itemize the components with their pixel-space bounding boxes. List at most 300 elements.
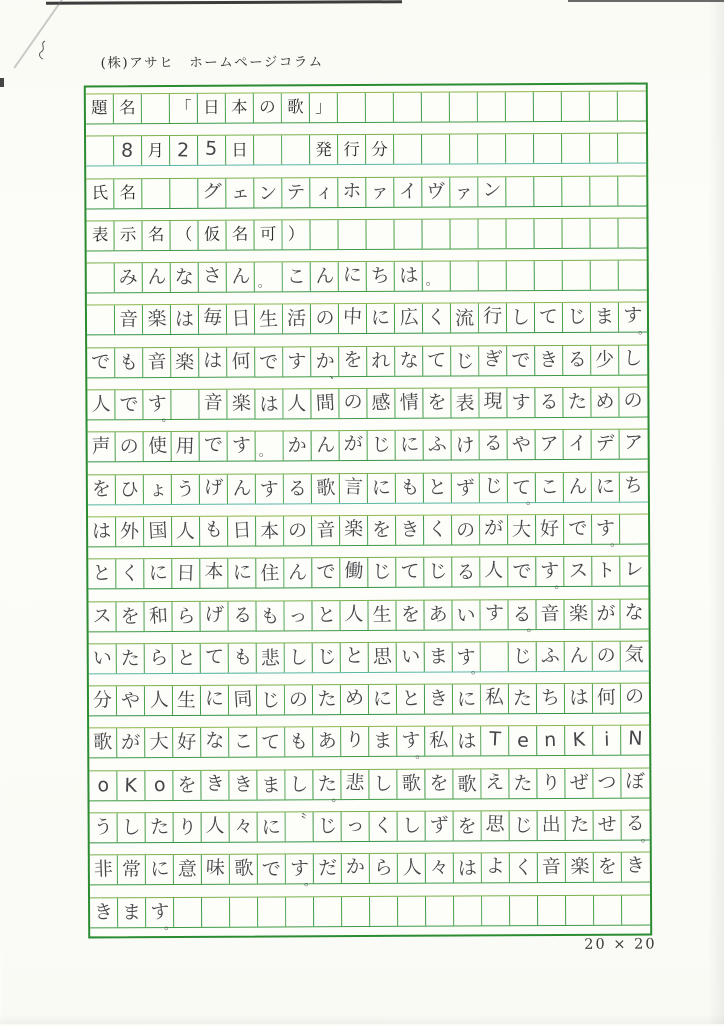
grid-cell: [118, 855, 146, 884]
handwritten-character: き: [399, 518, 421, 542]
handwritten-character: じ: [427, 560, 448, 584]
grid-cell: [370, 896, 398, 925]
handwritten-character: く: [513, 856, 534, 880]
grid-cell: [537, 726, 565, 755]
grid-cell: [424, 558, 452, 587]
handwritten-character: 言: [343, 475, 364, 499]
grid-cell: [591, 345, 619, 374]
grid-cell: [478, 219, 506, 248]
grid-cell: [594, 853, 622, 882]
handwritten-character: 。: [425, 273, 439, 289]
handwritten-character: く: [426, 306, 447, 330]
handwritten-character: 歌: [456, 772, 477, 796]
grid-cell: [534, 134, 562, 163]
grid-cell: [367, 304, 395, 333]
handwritten-character: う: [93, 816, 113, 839]
handwritten-character: 働: [343, 559, 364, 583]
handwritten-character: を: [371, 518, 392, 542]
handwritten-character: き: [538, 348, 559, 372]
handwritten-character: ン: [257, 181, 278, 205]
handwritten-character: を: [342, 348, 363, 372]
grid-cell: [229, 686, 257, 715]
handwritten-character: い: [400, 645, 421, 669]
handwritten-character: 生: [258, 308, 279, 332]
handwritten-character: 感: [371, 391, 391, 415]
grid-cell: [174, 813, 202, 842]
handwritten-character: ま: [428, 645, 449, 668]
handwritten-character: で: [261, 858, 282, 882]
handwritten-character: 々: [429, 856, 450, 880]
grid-cell: [565, 726, 593, 755]
grid-cell: [450, 135, 478, 164]
handwritten-character: と: [316, 603, 337, 627]
handwritten-character: を: [597, 855, 618, 879]
grid-cell: [200, 474, 228, 503]
grid-cell: [453, 769, 481, 798]
handwritten-character: ま: [372, 730, 393, 753]
handwritten-character: が: [343, 432, 364, 456]
grid-cell: [90, 898, 118, 927]
grid-cell: [286, 855, 316, 889]
handwritten-character: 常: [121, 858, 142, 882]
handwritten-character: を: [457, 815, 478, 838]
grid-cell: [201, 686, 229, 715]
grid-cell: [285, 685, 313, 714]
handwritten-character: じ: [371, 433, 391, 457]
handwritten-character: 人: [205, 814, 226, 838]
grid-cell: [310, 93, 338, 122]
manuscript-row: [90, 852, 650, 889]
grid-cell: [425, 685, 453, 714]
grid-cell: [506, 92, 534, 121]
grid-cell: [258, 855, 286, 884]
handwritten-character: り: [541, 771, 561, 795]
handwritten-character: ん: [315, 434, 336, 458]
grid-cell: [396, 516, 424, 545]
handwritten-character: こ: [286, 265, 307, 289]
grid-cell: [368, 600, 396, 629]
grid-cell: [482, 811, 510, 840]
grid-cell: [454, 896, 482, 925]
handwritten-character: イ: [398, 179, 419, 203]
grid-cell: [594, 811, 622, 840]
handwritten-character: に: [232, 561, 253, 585]
grid-cell: [426, 896, 454, 925]
grid-cell: [174, 855, 202, 884]
grid-cell: [538, 853, 566, 882]
handwritten-character: す: [623, 304, 644, 328]
grid-cell: [481, 684, 509, 713]
grid-cell: [562, 219, 590, 248]
handwritten-character: の: [623, 389, 644, 413]
punctuation-mark: 。: [303, 874, 316, 889]
handwritten-character: る: [625, 812, 646, 836]
grid-cell: [590, 134, 618, 163]
handwritten-character: し: [401, 814, 422, 838]
grid-cell: [537, 769, 565, 798]
handwritten-character: る: [512, 602, 532, 626]
grid-cell: [395, 262, 423, 291]
punctuation-mark: 。: [470, 662, 483, 677]
printed-character: 名: [231, 224, 249, 244]
handwritten-character: ち: [623, 473, 644, 497]
grid-cell: [283, 389, 311, 418]
printed-character: 「: [175, 98, 192, 118]
handwritten-character: を: [429, 772, 449, 795]
handwritten-character: し: [623, 346, 644, 370]
grid-cell: [284, 432, 312, 461]
grid-cell: [593, 684, 621, 713]
grid-cell: [592, 472, 620, 501]
handwritten-character: i: [603, 729, 610, 752]
grid-cell: [424, 515, 452, 544]
handwritten-character: い: [456, 603, 476, 627]
handwritten-character: が: [483, 516, 504, 540]
grid-size-note: 20 × 20: [584, 936, 657, 953]
grid-cell: [144, 517, 172, 546]
grid-cell: [170, 94, 198, 123]
grid-cell: [171, 390, 199, 419]
grid-cell: [256, 601, 284, 630]
grid-cell: [340, 516, 368, 545]
handwritten-character: ス: [92, 604, 112, 628]
grid-cell: [312, 474, 340, 503]
grid-cell: [142, 136, 170, 165]
handwritten-character: す: [595, 517, 616, 540]
handwritten-character: あ: [317, 730, 338, 754]
grid-cell: [482, 854, 510, 883]
handwritten-character: ん: [567, 474, 588, 499]
manuscript-row: [90, 894, 650, 932]
grid-cell: [509, 684, 537, 713]
grid-cell: [453, 727, 481, 756]
handwritten-character: で: [258, 350, 279, 374]
grid-cell: [480, 431, 508, 460]
grid-cell: [87, 348, 115, 377]
handwritten-character: 人: [483, 559, 504, 583]
handwritten-character: 間: [315, 391, 336, 415]
grid-cell: [594, 895, 622, 924]
handwritten-character: 使: [147, 434, 168, 458]
grid-cell: [510, 853, 538, 882]
grid-cell: [564, 472, 592, 501]
grid-cell: [622, 895, 650, 924]
printed-character: 名: [119, 98, 136, 118]
handwritten-character: を: [427, 391, 447, 414]
grid-cell: [368, 558, 396, 587]
handwritten-character: い: [92, 646, 113, 670]
manuscript-row: [90, 810, 653, 845]
handwritten-character: 声: [91, 435, 111, 459]
grid-cell: [509, 727, 537, 756]
handwritten-character: の: [342, 390, 364, 414]
handwritten-character: ら: [176, 604, 196, 628]
grid-cell: [88, 560, 116, 589]
grid-cell: [370, 812, 398, 841]
grid-cell: [228, 517, 256, 546]
handwritten-character: も: [260, 604, 280, 628]
grid-cell: [144, 475, 172, 504]
grid-cell: [453, 642, 483, 677]
handwritten-character: 生: [372, 603, 392, 626]
handwritten-character: け: [455, 434, 476, 458]
handwritten-character: 好: [539, 517, 560, 541]
grid-cell: [452, 515, 480, 544]
grid-cell: [591, 388, 619, 417]
handwritten-character: た: [569, 813, 590, 837]
grid-cell: [534, 92, 562, 121]
grid-cell: [562, 92, 590, 121]
handwritten-character: を: [120, 605, 140, 628]
grid-cell: [480, 558, 508, 587]
handwritten-character: 音: [202, 391, 224, 415]
handwritten-character: 私: [428, 729, 449, 753]
grid-cell: [534, 219, 562, 248]
grid-cell: [229, 770, 257, 799]
handwritten-character: も: [118, 351, 139, 374]
handwritten-character: す: [289, 857, 310, 881]
grid-cell: [422, 93, 450, 122]
printed-character: 名: [119, 183, 137, 203]
manuscript-grid: [84, 82, 652, 938]
grid-cell: [255, 389, 283, 418]
grid-cell: [395, 304, 423, 333]
grid-cell: [143, 348, 171, 377]
handwritten-character: げ: [204, 602, 225, 626]
handwritten-character: ま: [594, 305, 615, 329]
grid-cell: [478, 177, 506, 206]
grid-cell: [118, 813, 146, 842]
grid-cell: [145, 644, 173, 673]
grid-cell: [565, 642, 593, 671]
handwritten-character: 広: [398, 306, 420, 330]
grid-cell: [480, 515, 508, 544]
handwritten-character: 行: [482, 305, 503, 329]
handwritten-character: 人: [148, 688, 170, 712]
grid-cell: [621, 684, 649, 713]
grid-cell: [563, 388, 591, 417]
handwritten-character: 音: [315, 518, 337, 542]
grid-cell: [370, 854, 398, 883]
handwritten-character: て: [426, 349, 447, 372]
punctuation-mark: 。: [331, 789, 344, 804]
grid-cell: [538, 811, 566, 840]
punctuation-mark: 。: [415, 747, 428, 762]
grid-cell: [535, 261, 563, 290]
handwritten-character: 悲: [260, 646, 281, 670]
grid-cell: [423, 346, 451, 375]
grid-cell: [89, 729, 117, 758]
grid-cell: [619, 388, 647, 417]
grid-cell: [114, 94, 142, 123]
handwritten-character: ぜ: [569, 771, 590, 795]
grid-cell: [314, 812, 342, 841]
grid-cell: [396, 558, 424, 587]
grid-cell: [142, 221, 170, 250]
grid-cell: [202, 855, 230, 884]
handwritten-character: じ: [316, 645, 337, 669]
grid-cell: [536, 430, 564, 459]
printed-character: 可: [259, 224, 277, 244]
grid-cell: [619, 261, 647, 290]
grid-cell: [563, 261, 591, 290]
grid-cell: [313, 770, 344, 804]
handwritten-character: み: [118, 266, 139, 290]
grid-cell: [394, 220, 422, 249]
grid-cell: [425, 727, 453, 756]
handwritten-character: ん: [314, 264, 335, 288]
grid-cell: [342, 812, 370, 841]
grid-cell: [450, 219, 478, 248]
handwritten-character: e: [516, 729, 529, 753]
grid-cell: [229, 728, 257, 757]
handwritten-character: り: [344, 729, 365, 752]
handwritten-character: 楽: [231, 392, 252, 416]
grid-cell: [87, 263, 115, 292]
grid-cell: [282, 93, 310, 122]
grid-cell: [339, 347, 367, 376]
handwritten-character: n: [544, 729, 558, 752]
grid-cell: [478, 92, 506, 121]
handwritten-character: ょ: [147, 477, 168, 501]
grid-cell: [115, 348, 143, 377]
handwritten-character: か: [287, 434, 307, 458]
handwritten-character: の: [119, 435, 139, 459]
manuscript-row: [86, 175, 646, 209]
grid-cell: [396, 473, 424, 502]
handwritten-character: し: [121, 816, 141, 840]
grid-cell: [368, 516, 396, 545]
grid-cell: [199, 263, 227, 292]
grid-cell: [479, 346, 507, 375]
grid-cell: [256, 432, 284, 461]
grid-cell: [284, 474, 312, 503]
handwritten-character: 用: [175, 435, 195, 459]
grid-cell: [313, 728, 341, 757]
handwritten-character: ぼ: [625, 769, 646, 793]
manuscript-row: [86, 217, 646, 251]
handwritten-character: め: [344, 686, 365, 710]
handwritten-character: て: [400, 560, 421, 584]
grid-cell: [145, 771, 173, 800]
grid-cell: [89, 686, 117, 715]
grid-cell: [425, 642, 453, 671]
handwritten-character: 楽: [568, 601, 589, 625]
manuscript-row: [87, 302, 651, 338]
grid-cell: [452, 431, 480, 460]
handwritten-character: す: [231, 434, 252, 458]
grid-cell: [621, 641, 649, 670]
manuscript-row: [89, 683, 649, 717]
handwritten-character: じ: [513, 814, 533, 837]
grid-cell: [369, 770, 397, 799]
handwritten-character: は: [259, 393, 279, 416]
grid-cell: [311, 262, 339, 291]
grid-cell: [368, 473, 396, 502]
grid-cell: [255, 305, 283, 334]
grid-cell: [254, 178, 282, 207]
handwritten-character: く: [373, 814, 393, 838]
grid-cell: [117, 771, 145, 800]
grid-cell: [366, 177, 394, 206]
grid-cell: [117, 686, 145, 715]
grid-cell: [592, 515, 623, 549]
grid-cell: [592, 430, 620, 459]
handwritten-character: 音: [147, 350, 168, 374]
grid-cell: [284, 516, 312, 545]
grid-cell: [311, 347, 342, 381]
grid-cell: [145, 686, 173, 715]
grid-cell: [450, 177, 478, 206]
handwritten-character: 悲: [344, 771, 366, 795]
grid-cell: [536, 600, 564, 629]
grid-cell: [116, 433, 144, 462]
grid-cell: [227, 390, 255, 419]
grid-cell: [618, 218, 646, 247]
grid-cell: [143, 263, 171, 292]
handwritten-character: た: [317, 772, 338, 796]
printed-character: 氏: [91, 183, 109, 203]
handwritten-character: じ: [512, 645, 533, 668]
manuscript-row: [89, 725, 649, 762]
grid-cell: [426, 854, 454, 883]
handwritten-character: さ: [202, 264, 223, 288]
handwritten-character: に: [342, 263, 363, 287]
handwritten-character: は: [456, 730, 477, 754]
handwritten-character: に: [204, 687, 225, 711]
handwritten-character: す: [149, 900, 171, 924]
handwritten-character: 歌: [92, 731, 113, 755]
grid-cell: [451, 388, 479, 417]
handwritten-character: れ: [370, 349, 391, 372]
grid-cell: [620, 472, 648, 501]
manuscript-row: [88, 513, 648, 547]
grid-cell: [508, 557, 536, 586]
grid-cell: [424, 473, 452, 502]
grid-cell: [90, 856, 118, 885]
grid-cell: [621, 726, 649, 755]
handwritten-character: テ: [285, 181, 306, 204]
grid-cell: [341, 770, 369, 799]
grid-cell: [397, 727, 428, 762]
handwritten-character: じ: [566, 305, 588, 329]
grid-cell: [200, 432, 228, 461]
grid-cell: [172, 601, 200, 630]
handwritten-character: ア: [623, 431, 644, 455]
handwritten-character: 楽: [146, 308, 168, 332]
handwritten-character: ホ: [341, 179, 362, 203]
handwritten-character: り: [177, 816, 197, 839]
grid-cell: [342, 854, 370, 883]
grid-cell: [88, 433, 116, 462]
grid-cell: [86, 221, 114, 250]
grid-cell: [453, 685, 481, 714]
grid-cell: [508, 600, 539, 634]
grid-cell: [510, 811, 538, 840]
grid-cell: [338, 93, 366, 122]
grid-cell: [564, 557, 592, 586]
grid-cell: [116, 517, 144, 546]
handwritten-character: ず: [455, 476, 476, 500]
handwritten-character: よ: [485, 855, 506, 879]
grid-cell: [340, 431, 368, 460]
handwritten-character: す: [511, 391, 531, 415]
handwritten-character: は: [568, 686, 590, 710]
handwritten-character: と: [400, 687, 422, 711]
grid-cell: [143, 390, 174, 425]
handwritten-character: た: [149, 815, 170, 839]
grid-cell: [566, 895, 594, 924]
